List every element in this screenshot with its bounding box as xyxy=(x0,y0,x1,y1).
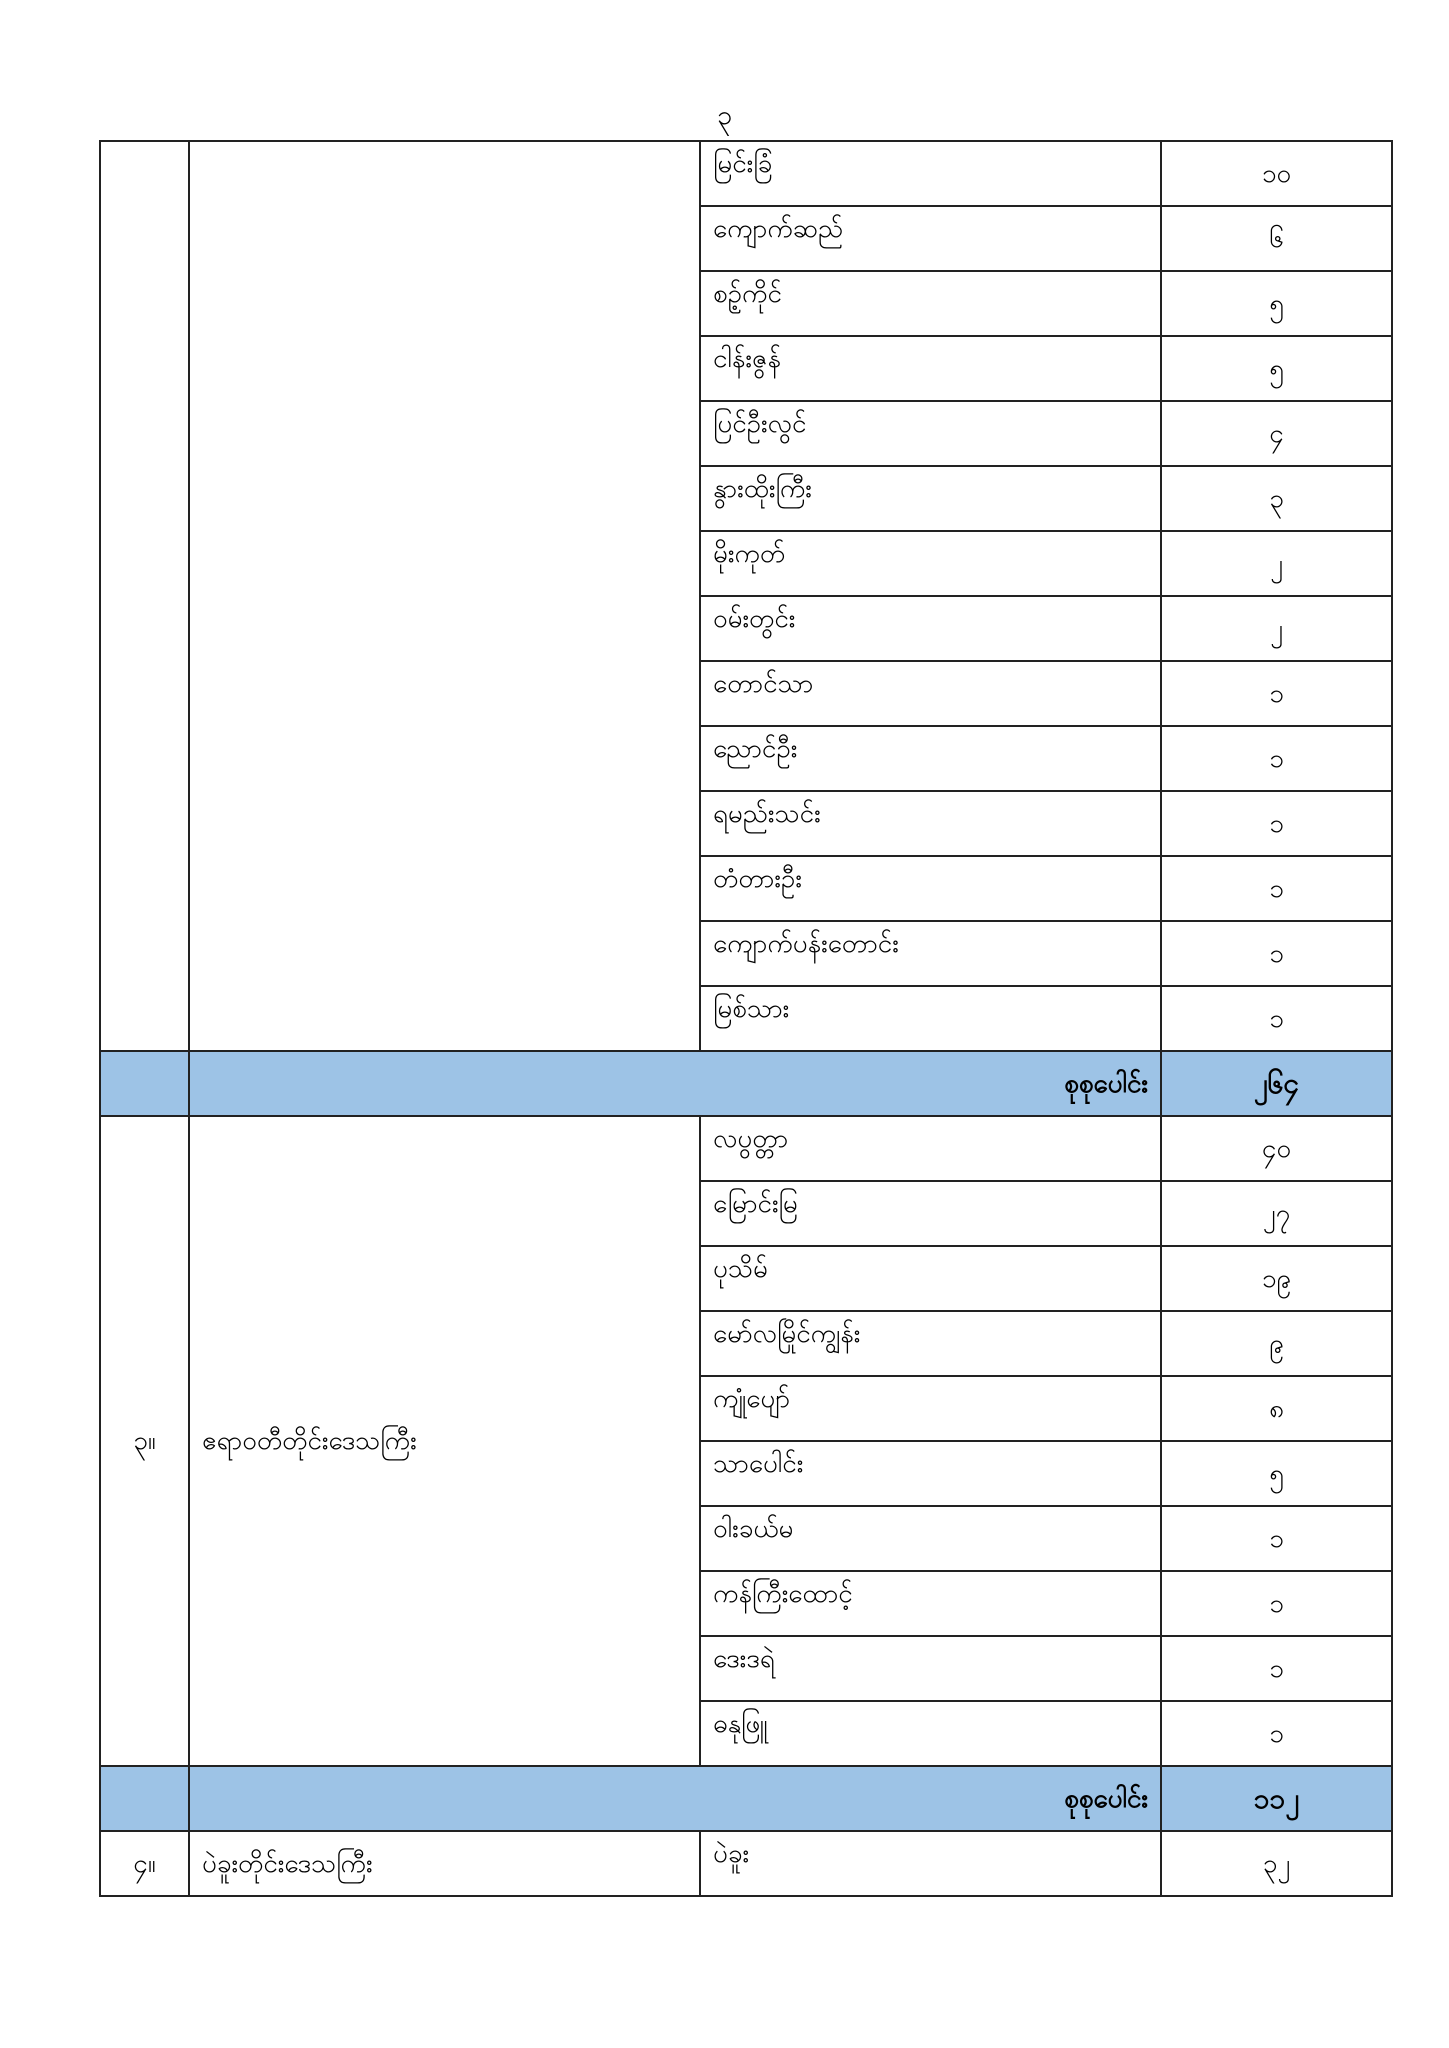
township-count-table xyxy=(99,140,1393,1897)
township-cell: ကန်ကြီးထောင့် xyxy=(700,1571,1161,1636)
count-cell: ၅ xyxy=(1161,271,1392,336)
total-label: စုစုပေါင်း xyxy=(189,1051,1161,1116)
township-cell: ရမည်းသင်း xyxy=(700,791,1161,856)
total-label: စုစုပေါင်း xyxy=(189,1766,1161,1831)
township-cell: စဉ့်ကိုင် xyxy=(700,271,1161,336)
township-cell: ပဲခူး xyxy=(700,1831,1161,1896)
township-cell: တောင်သာ xyxy=(700,661,1161,726)
count-cell: ၁ xyxy=(1161,1506,1392,1571)
count-cell: ၂၇ xyxy=(1161,1181,1392,1246)
township-cell: သာပေါင်း xyxy=(700,1441,1161,1506)
township-cell: ဝါးခယ်မ xyxy=(700,1506,1161,1571)
region-index-cell xyxy=(100,141,189,1051)
township-cell: မြစ်သား xyxy=(700,986,1161,1051)
count-cell: ၁ xyxy=(1161,726,1392,791)
count-cell: ၂ xyxy=(1161,596,1392,661)
township-cell: ဝမ်းတွင်း xyxy=(700,596,1161,661)
count-cell: ၈ xyxy=(1161,1376,1392,1441)
count-cell: ၁ xyxy=(1161,661,1392,726)
township-cell: မြင်းခြံ xyxy=(700,141,1161,206)
count-cell: ၉ xyxy=(1161,1311,1392,1376)
region-index-cell: ၄။ xyxy=(100,1831,189,1896)
total-empty-cell xyxy=(100,1051,189,1116)
township-cell: ဒေးဒရဲ xyxy=(700,1636,1161,1701)
total-value: ၁၁၂ xyxy=(1161,1766,1392,1831)
total-row xyxy=(100,1051,1392,1116)
region-name-cell: ပဲခူးတိုင်းဒေသကြီး xyxy=(189,1831,700,1896)
count-cell: ၁ xyxy=(1161,1571,1392,1636)
region-index-cell: ၃။ xyxy=(100,1116,189,1766)
count-cell: ၃ xyxy=(1161,466,1392,531)
table-row xyxy=(100,1116,1392,1181)
count-cell: ၁ xyxy=(1161,856,1392,921)
township-cell: ညောင်ဦး xyxy=(700,726,1161,791)
township-cell: ဓနုဖြူ xyxy=(700,1701,1161,1766)
count-cell: ၁ xyxy=(1161,986,1392,1051)
count-cell: ၃၂ xyxy=(1161,1831,1392,1896)
township-cell: မော်လမြိုင်ကျွန်း xyxy=(700,1311,1161,1376)
count-cell: ၅ xyxy=(1161,336,1392,401)
count-cell: ၁ xyxy=(1161,791,1392,856)
count-cell: ၄ xyxy=(1161,401,1392,466)
count-cell: ၁ xyxy=(1161,1701,1392,1766)
township-cell: ပုသိမ် xyxy=(700,1246,1161,1311)
township-cell: ကျုံပျော် xyxy=(700,1376,1161,1441)
page-number: ၃ xyxy=(716,100,733,131)
township-cell: ကျောက်ဆည် xyxy=(700,206,1161,271)
count-cell: ၁၀ xyxy=(1161,141,1392,206)
township-cell: နွားထိုးကြီး xyxy=(700,466,1161,531)
count-cell: ၁ xyxy=(1161,921,1392,986)
count-cell: ၂ xyxy=(1161,531,1392,596)
count-cell: ၆ xyxy=(1161,206,1392,271)
count-cell: ၁ xyxy=(1161,1636,1392,1701)
township-cell: ပြင်ဦးလွင် xyxy=(700,401,1161,466)
count-cell: ၅ xyxy=(1161,1441,1392,1506)
table-row xyxy=(100,141,1392,206)
count-cell: ၁၉ xyxy=(1161,1246,1392,1311)
total-row xyxy=(100,1766,1392,1831)
township-cell: မိုးကုတ် xyxy=(700,531,1161,596)
table-row xyxy=(100,1831,1392,1896)
total-empty-cell xyxy=(100,1766,189,1831)
region-name-cell: ဧရာဝတီတိုင်းဒေသကြီး xyxy=(189,1116,700,1766)
township-cell: ငါန်းဇွန် xyxy=(700,336,1161,401)
count-cell: ၄၀ xyxy=(1161,1116,1392,1181)
township-cell: လပွတ္တာ xyxy=(700,1116,1161,1181)
township-cell: ကျောက်ပန်းတောင်း xyxy=(700,921,1161,986)
township-cell: မြောင်းမြ xyxy=(700,1181,1161,1246)
region-name-cell xyxy=(189,141,700,1051)
total-value: ၂၆၄ xyxy=(1161,1051,1392,1116)
township-cell: တံတားဦး xyxy=(700,856,1161,921)
